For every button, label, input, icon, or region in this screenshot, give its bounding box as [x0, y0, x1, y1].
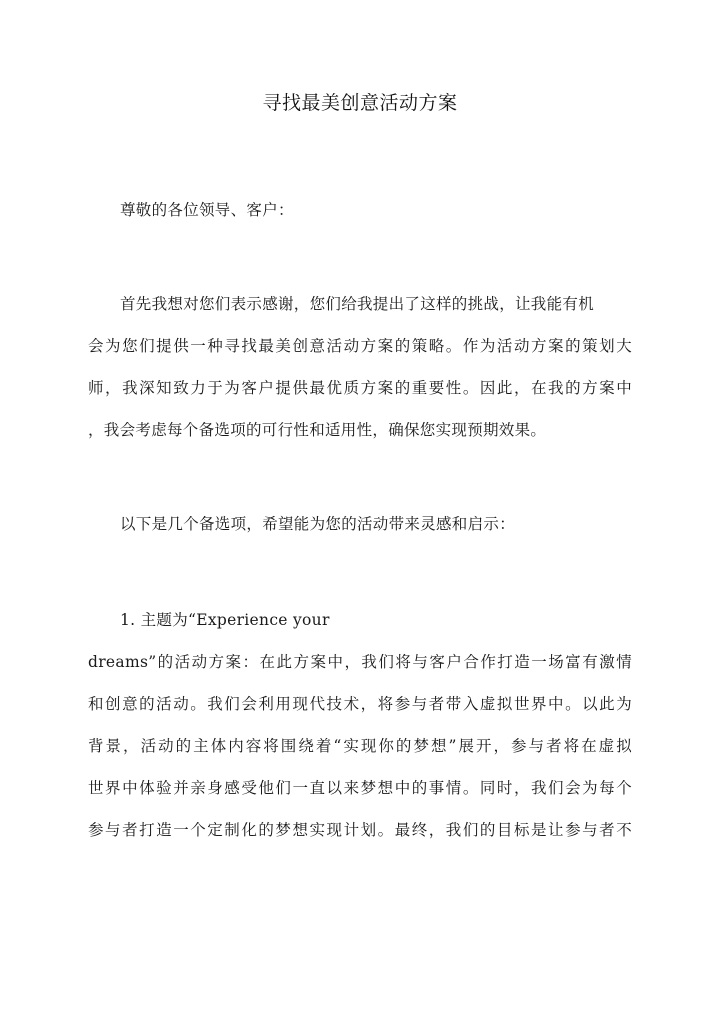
item1-line-5: 世界中体验并亲身感受他们一直以来梦想中的事情。同时，我们会为每个 — [88, 779, 632, 797]
item1-line-6: 参与者打造一个定制化的梦想实现计划。最终，我们的目标是让参与者不 — [88, 821, 632, 839]
paragraph1-line-1: 首先我想对您们表示感谢，您们给我提出了这样的挑战，让我能有机 — [120, 295, 595, 313]
paragraph1-line-2: 会为您们提供一种寻找最美创意活动方案的策略。作为活动方案的策划大 — [88, 337, 632, 355]
document-title: 寻找最美创意活动方案 — [262, 92, 458, 114]
paragraph1-line-3: 师，我深知致力于为客户提供最优质方案的重要性。因此，在我的方案中 — [88, 379, 632, 397]
item1-line-2: dreams”的活动方案：在此方案中，我们将与客户合作打造一场富有激情 — [88, 653, 632, 671]
item1-line-1: 1. 主题为“Experience your — [120, 611, 330, 629]
paragraph2: 以下是几个备选项，希望能为您的活动带来灵感和启示： — [120, 515, 516, 533]
salutation: 尊敬的各位领导、客户： — [120, 201, 294, 219]
item1-line-3: 和创意的活动。我们会利用现代技术，将参与者带入虚拟世界中。以此为 — [88, 695, 632, 713]
item1-line-4: 背景，活动的主体内容将围绕着“实现你的梦想”展开，参与者将在虚拟 — [88, 737, 632, 755]
paragraph1-line-4: ，我会考虑每个备选项的可行性和适用性，确保您实现预期效果。 — [88, 421, 547, 439]
